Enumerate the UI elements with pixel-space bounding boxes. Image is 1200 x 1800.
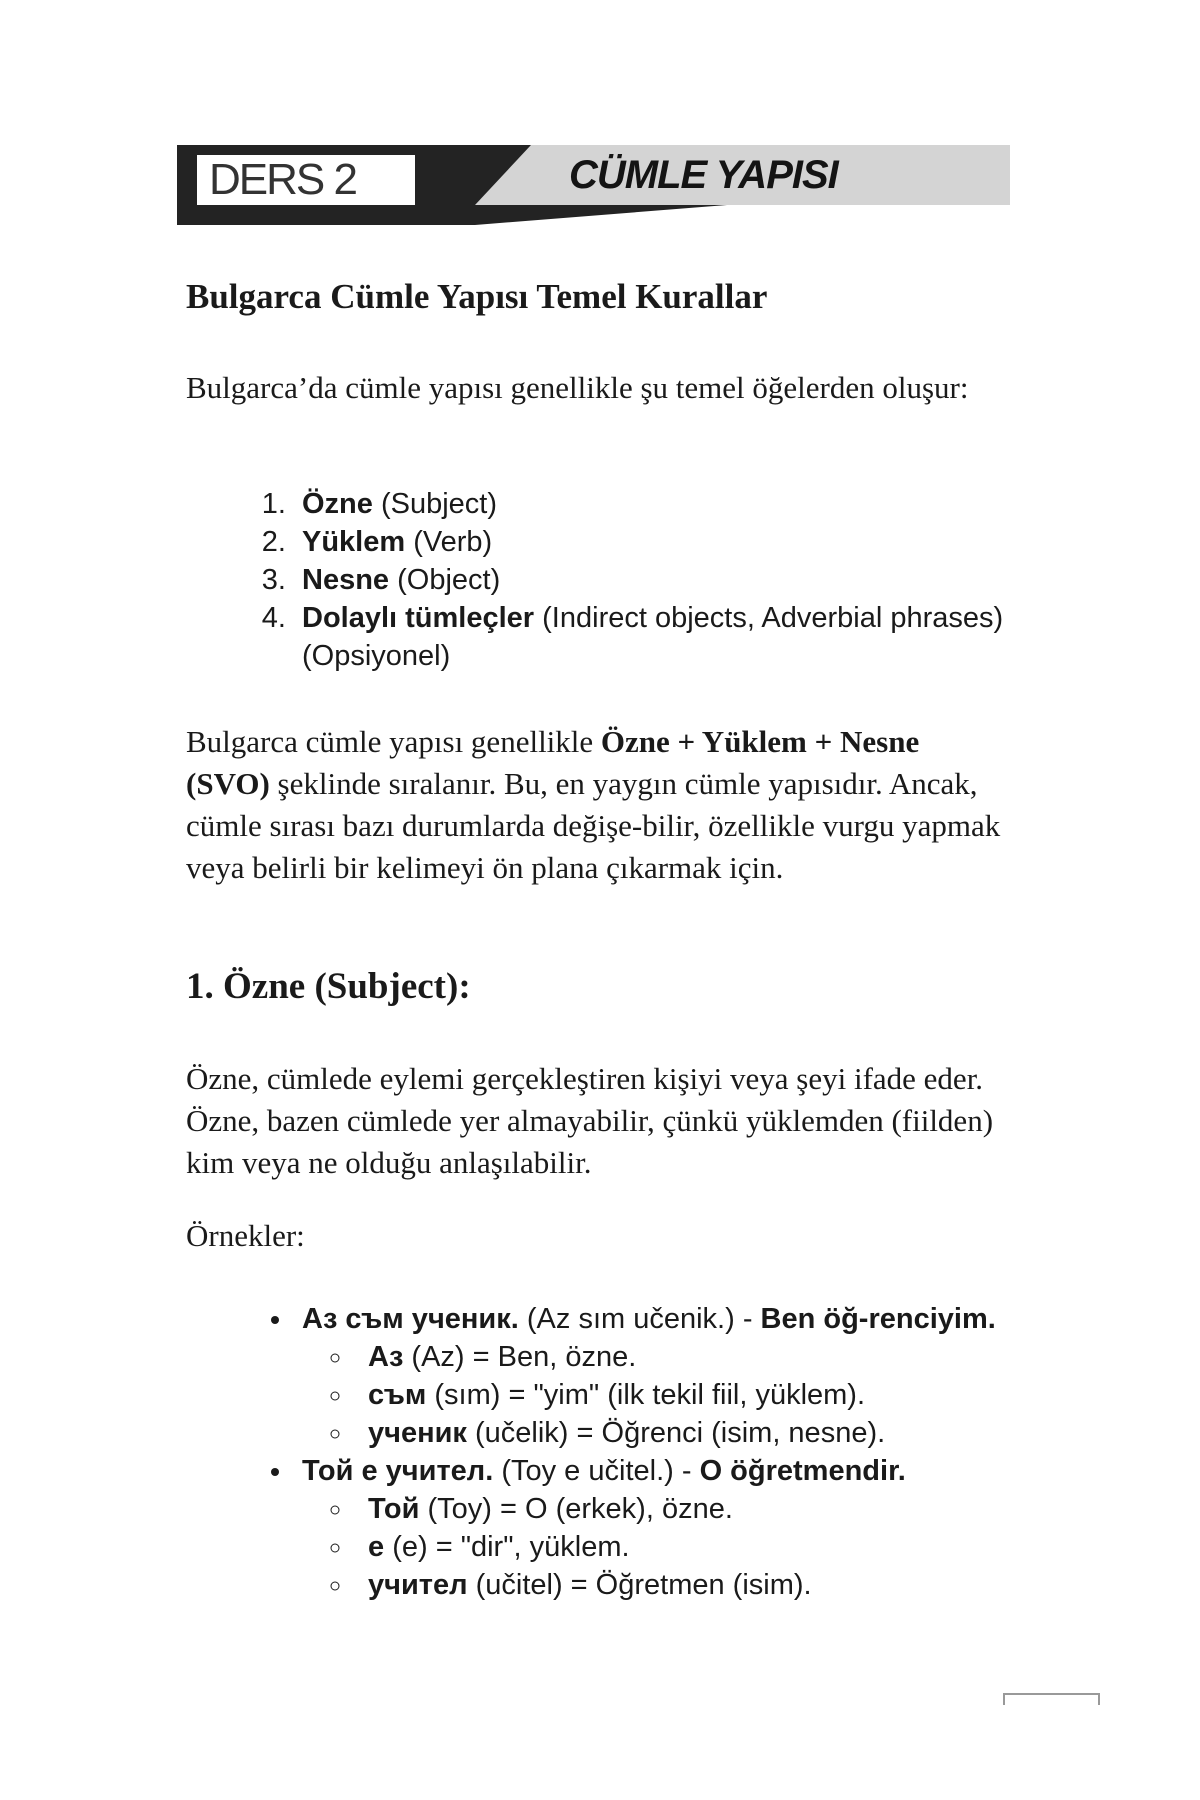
banner-wedge — [475, 145, 531, 205]
page-number-box — [1003, 1693, 1100, 1705]
breakdown-word: Аз — [368, 1341, 404, 1373]
list-item — [294, 485, 1114, 523]
breakdown-word: съм — [368, 1379, 427, 1411]
list-item-desc: (Verb) — [405, 526, 493, 558]
example-bulgarian: Той е учител. — [302, 1455, 494, 1487]
svo-text-2: şeklinde sıralanır. Bu, en yaygın cümle yapısıdır. Ancak, cümle sırası bazı durumlarda değişe-bilir, özellikle vurgu yapmak veya belirli bir kelimeyi ön plana çıkarmak için. — [186, 766, 1001, 885]
breakdown-desc: (učelik) = Öğrenci (isim, nesne). — [466, 1417, 886, 1449]
subject-paragraph: Özne, cümlede eylemi gerçekleştiren kişiyi veya şeyi ifade eder. Özne, bazen cümlede yer almayabilir, çünkü yüklemden (fiilden) kim veya ne olduğu anlaşılabilir. — [186, 1061, 994, 1180]
svo-text-1: Bulgarca cümle yapısı genellikle — [186, 724, 601, 759]
list-item — [294, 523, 1114, 561]
example-breakdown — [302, 1490, 1114, 1604]
breakdown-item — [354, 1528, 1114, 1566]
intro-paragraph: Bulgarca’da cümle yapısı genellikle şu temel öğelerden oluşur: — [186, 370, 969, 405]
breakdown-item — [354, 1338, 1114, 1376]
main-heading: Bulgarca Cümle Yapısı Temel Kurallar — [186, 277, 768, 316]
list-item-term: Dolaylı tümleçler — [302, 602, 535, 634]
example-bulgarian: Аз съм ученик. — [302, 1303, 519, 1335]
svo-paragraph — [186, 721, 1006, 889]
list-item-desc: (Object) — [389, 564, 501, 596]
section-heading: 1. Özne (Subject): — [186, 966, 471, 1007]
breakdown-desc: (Az) = Ben, özne. — [403, 1341, 637, 1373]
breakdown-desc: (Toy) = O (erkek), özne. — [419, 1493, 733, 1525]
example-item — [294, 1300, 1114, 1452]
example-transliteration: (Toy e učitel.) - — [493, 1455, 700, 1487]
breakdown-word: ученик — [368, 1417, 467, 1449]
list-item-desc: (Subject) — [372, 488, 498, 520]
lesson-label: DERS 2 — [197, 155, 415, 205]
breakdown-desc: (učitel) = Öğretmen (isim). — [467, 1569, 812, 1601]
breakdown-word: е — [368, 1531, 385, 1563]
examples-list — [186, 1300, 1114, 1604]
breakdown-item — [354, 1376, 1114, 1414]
lesson-banner — [177, 145, 1010, 225]
example-translation: O öğretmendir. — [699, 1455, 906, 1487]
breakdown-desc: (sım) = "yim" (ilk tekil fiil, yüklem). — [426, 1379, 866, 1411]
breakdown-word: Той — [368, 1493, 420, 1525]
breakdown-word: учител — [368, 1569, 468, 1601]
breakdown-desc: (e) = "dir", yüklem. — [384, 1531, 630, 1563]
list-item — [294, 599, 1114, 675]
breakdown-item — [354, 1414, 1114, 1452]
example-translation: Ben öğ-renciyim. — [760, 1303, 996, 1335]
svo-order: Özne + Yüklem + Nesne (SVO) — [186, 724, 920, 801]
example-breakdown — [302, 1338, 1114, 1452]
list-item-term: Özne — [302, 488, 373, 520]
list-item — [294, 561, 1114, 599]
list-item-term: Nesne — [302, 564, 390, 596]
breakdown-item — [354, 1490, 1114, 1528]
example-transliteration: (Az sım učenik.) - — [518, 1303, 761, 1335]
list-item-term: Yüklem — [302, 526, 406, 558]
topic-title: CÜMLE YAPISI — [569, 153, 838, 197]
breakdown-item — [354, 1566, 1114, 1604]
banner-tail — [475, 205, 727, 225]
example-item — [294, 1452, 1114, 1604]
sentence-elements-list — [186, 485, 1114, 675]
examples-label: Örnekler: — [186, 1218, 305, 1253]
list-item-desc: (Indirect objects, Adverbial phrases) (Opsiyonel) — [302, 602, 1004, 672]
